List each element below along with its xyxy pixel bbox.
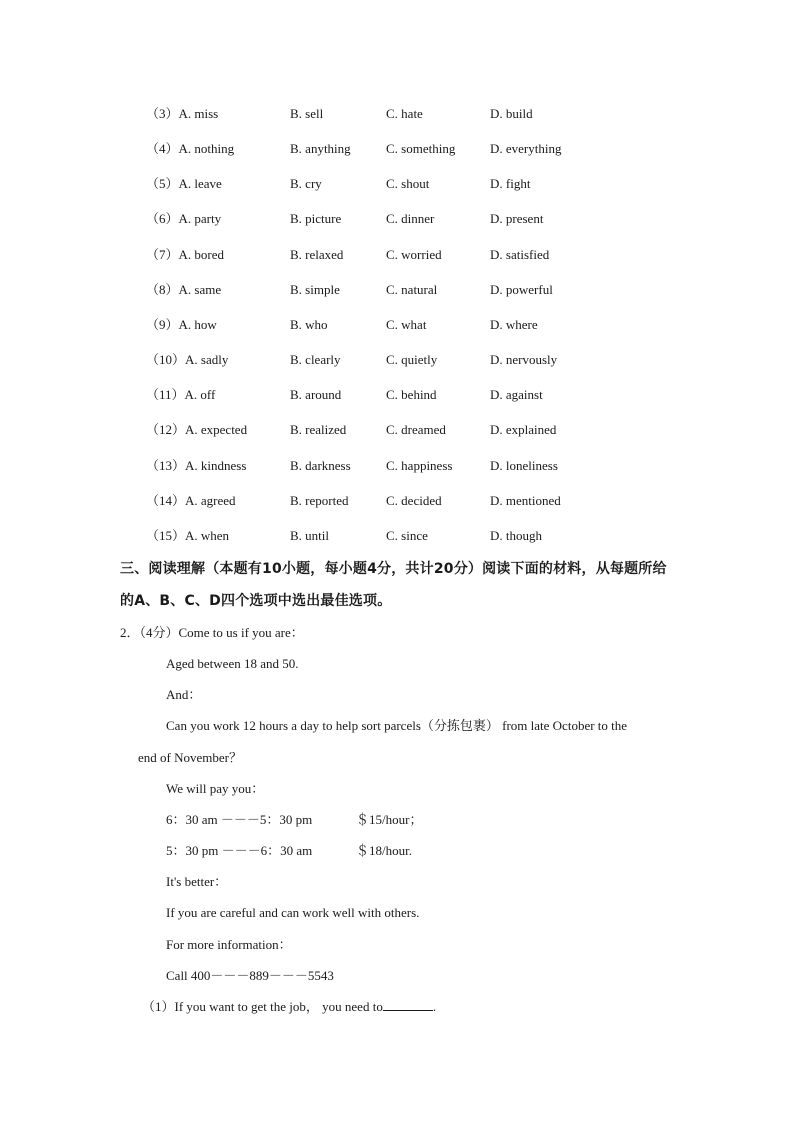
- sub-question-1-text: （1）If you want to get the job， you need to: [142, 999, 383, 1014]
- option-c: C. dreamed: [386, 422, 446, 438]
- shift-2-time: 5：30 pm －－－6：30 am: [166, 843, 313, 858]
- option-d: D. explained: [490, 422, 557, 438]
- option-b: B. anything: [290, 141, 351, 157]
- option-a: （15）A. when: [146, 527, 230, 543]
- and-label: And：: [166, 687, 202, 702]
- option-d: D. though: [490, 527, 542, 543]
- section-heading: 三、阅读理解（本题有10小题，每小题4分，共计20分）阅读下面的材料，从每题所给的A、B、C、D四个选项中选出最佳选项。: [120, 561, 667, 609]
- shift-2-pay: ＄18/hour.: [356, 843, 412, 858]
- option-b: B. around: [290, 387, 342, 403]
- careful-line: If you are careful and can work well with others.: [166, 905, 420, 920]
- option-b: B. sell: [290, 106, 324, 121]
- option-c: C. happiness: [386, 457, 453, 473]
- option-d: D. fight: [490, 176, 531, 192]
- option-d: D. against: [490, 387, 543, 403]
- question-intro: 2．（4分）Come to us if you are：: [120, 625, 304, 640]
- option-c: C. shout: [386, 176, 430, 192]
- info-label: For more information：: [166, 937, 292, 952]
- option-c: C. dinner: [386, 211, 435, 227]
- option-d: D. where: [490, 316, 538, 332]
- option-a: （4）A. nothing: [146, 141, 235, 157]
- option-b: B. reported: [290, 492, 349, 508]
- option-a: （13）A. kindness: [146, 457, 247, 473]
- option-c: C. something: [386, 141, 456, 157]
- option-c: C. worried: [386, 246, 442, 262]
- option-a: （10）A. sadly: [146, 352, 229, 368]
- shift-1-pay: ＄15/hour；: [356, 812, 423, 827]
- option-c: C. since: [386, 527, 428, 543]
- option-a: （5）A. leave: [146, 176, 222, 192]
- option-d: D. satisfied: [490, 246, 550, 262]
- work-line-2: end of November？: [138, 750, 242, 765]
- option-d: D. mentioned: [490, 492, 561, 508]
- pay-intro: We will pay you：: [166, 781, 265, 796]
- option-d: D. powerful: [490, 281, 553, 297]
- option-c: C. decided: [386, 492, 442, 508]
- sub-question-1-end: .: [432, 999, 437, 1014]
- option-b: B. until: [290, 527, 330, 543]
- better-label: It's better：: [166, 874, 228, 889]
- option-c: C. what: [386, 316, 427, 332]
- shift-1-time: 6：30 am －－－5：30 pm: [166, 812, 313, 827]
- work-line-1: Can you work 12 hours a day to help sort parcels（分拣包裹） from late October to the: [166, 718, 628, 733]
- option-a: （7）A. bored: [146, 246, 224, 262]
- option-d: D. everything: [490, 141, 562, 157]
- option-a: （14）A. agreed: [146, 492, 236, 508]
- option-a: （12）A. expected: [146, 422, 248, 438]
- option-b: B. cry: [290, 176, 322, 192]
- age-requirement: Aged between 18 and 50.: [166, 656, 299, 671]
- option-d: D. present: [490, 211, 544, 227]
- option-a: （6）A. party: [146, 211, 222, 227]
- option-b: B. simple: [290, 281, 340, 297]
- option-b: B. clearly: [290, 352, 341, 368]
- option-a: （11）A. off: [146, 387, 216, 403]
- option-c: C. quietly: [386, 352, 438, 368]
- option-d: D. build: [490, 106, 533, 121]
- option-d: D. loneliness: [490, 457, 558, 473]
- option-a: （3）A. miss: [146, 106, 219, 121]
- option-c: C. hate: [386, 106, 423, 121]
- option-c: C. natural: [386, 281, 438, 297]
- option-a: （8）A. same: [146, 281, 222, 297]
- answer-blank[interactable]: [383, 998, 433, 1011]
- option-d: D. nervously: [490, 352, 558, 368]
- call-line: Call 400－－－889－－－5543: [166, 968, 334, 983]
- option-c: C. behind: [386, 387, 437, 403]
- option-b: B. darkness: [290, 457, 351, 473]
- option-b: B. who: [290, 316, 328, 332]
- sub-question-1: [142, 996, 436, 1018]
- option-b: B. realized: [290, 422, 347, 438]
- option-b: B. picture: [290, 211, 342, 227]
- option-b: B. relaxed: [290, 246, 344, 262]
- option-a: （9）A. how: [146, 316, 217, 332]
